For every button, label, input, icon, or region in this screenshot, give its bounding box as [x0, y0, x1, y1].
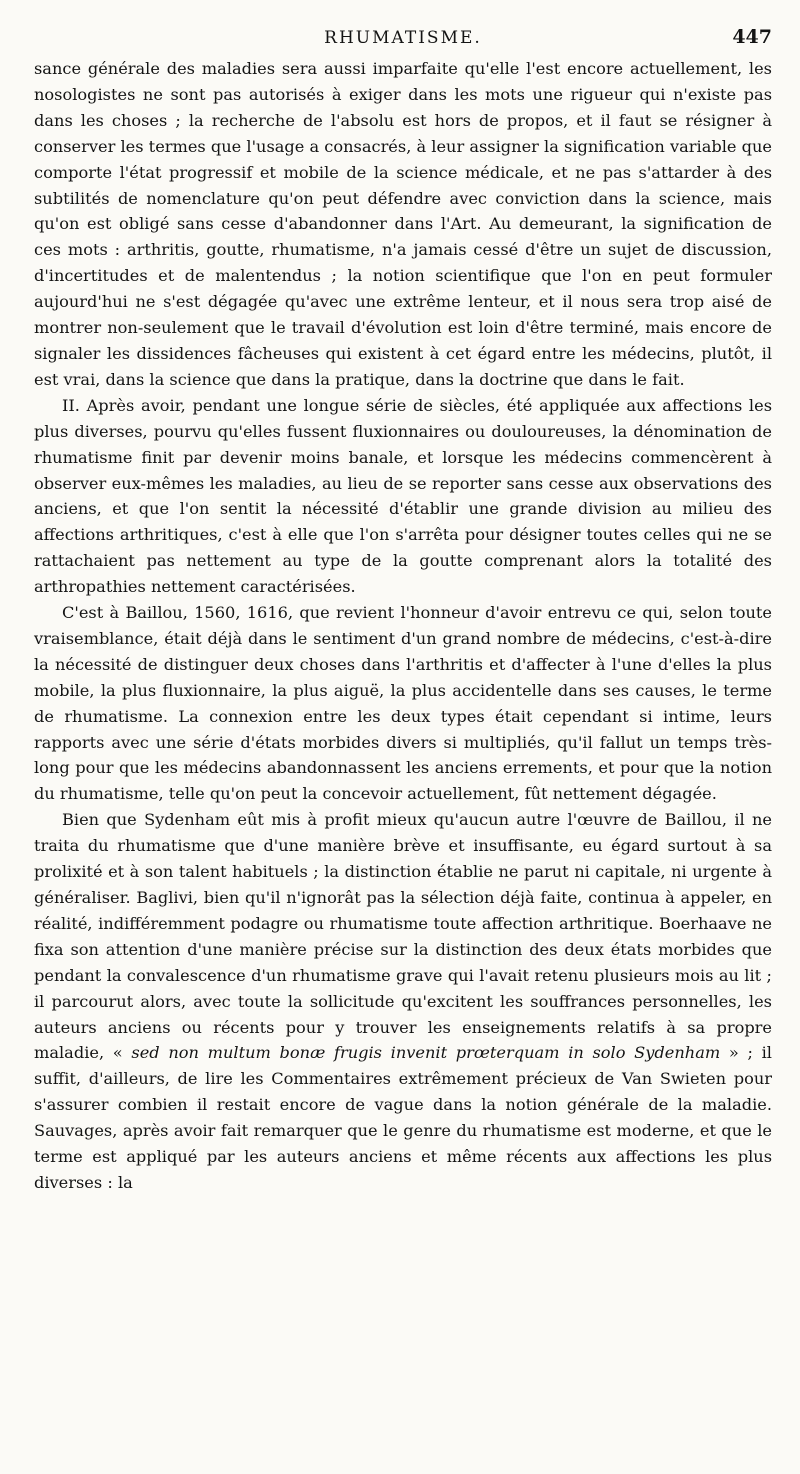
book-page	[34, 26, 772, 1196]
page-number: 447	[732, 26, 772, 48]
paragraph-1: sance générale des maladies sera aussi imparfaite qu'elle l'est encore actuellement, les nosologistes ne sont pas autorisés à exiger dans les mots une rigueur qui n'existe pas dans les choses ; la recherche de l'absolu est hors de propos, et il faut se résigner à conserver les termes que l'usage a consacrés, à leur assigner la signification variable que comporte l'état progressif et mobile de la science médicale, et ne pas s'attarder à des subtilités de nomenclature qu'on peut défendre avec conviction dans la science, mais qu'on est obligé sans cesse d'abandonner dans l'Art. Au demeurant, la signification de ces mots : arthritis, goutte, rhumatisme, n'a jamais cessé d'être un sujet de discussion, d'incertitudes et de malentendus ; la notion scientifique que l'on en peut formuler aujourd'hui ne s'est dégagée qu'avec une extrême lenteur, et il nous sera trop aisé de montrer non-seulement que le travail d'évolution est loin d'être terminé, mais encore de signaler les dissidences fâcheuses qui existent à cet égard entre les médecins, plutôt, il est vrai, dans la science que dans la pratique, dans la doctrine que dans le fait.	[34, 59, 772, 389]
paragraph-4	[34, 807, 772, 1196]
paragraph-3: C'est à Baillou, 1560, 1616, que revient l'honneur d'avoir entrevu ce qui, selon toute vraisemblance, était déjà dans le sentiment d'un grand nombre de médecins, c'est-à-dire la nécessité de distinguer deux choses dans l'arthritis et d'affecter à l'une d'elles la plus mobile, la plus fluxionnaire, la plus aiguë, la plus accidentelle dans ses causes, le terme de rhumatisme. La connexion entre les deux types était cependant si intime, leurs rapports avec une série d'états morbides divers si multipliés, qu'il fallut un temps très-long pour que les médecins abandonnassent les anciens errements, et pour que la notion du rhumatisme, telle qu'on peut la concevoir actuellement, fût nettement dégagée.	[34, 603, 772, 804]
paragraph-2: II. Après avoir, pendant une longue série de siècles, été appliquée aux affections les plus diverses, pourvu qu'elles fussent fluxionnaires ou douloureuses, la dénomination de rhumatisme finit par devenir moins banale, et lorsque les médecins commencèrent à observer eux-mêmes les maladies, au lieu de se reporter sans cesse aux observations des anciens, et que l'on sentit la nécessité d'établir une grande division au milieu des affections arthritiques, c'est à elle que l'on s'arrêta pour désigner toutes celles qui ne se rattachaient pas nettement au type de la goutte comprenant alors la totalité des arthropathies nettement caractérisées.	[34, 395, 772, 597]
paragraph-4-text-after: » ; il suffit, d'ailleurs, de lire les Commentaires extrêmement précieux de Van Swieten pour s'assurer combien il restait encore de vague dans la notion générale de la maladie. Sauvages, après avoir fait remarquer que le genre du rhumatisme est moderne, et que le terme est appliqué par les auteurs anciens et même récents aux affections les plus diverses : la	[34, 1043, 772, 1192]
running-title: RHUMATISME.	[324, 28, 482, 48]
running-head	[34, 26, 772, 56]
paragraph-4-text-before: Bien que Sydenham eût mis à profit mieux qu'aucun autre l'œuvre de Baillou, il ne traita du rhumatisme que d'une manière brève et insuffisante, eu égard surtout à sa prolixité et à son talent habituels ; la distinction établie ne parut ni capitale, ni urgente à généraliser. Baglivi, bien qu'il n'ignorât pas la sélection déjà faite, continua à appeler, en réalité, indifféremment podagre ou rhumatisme toute affection arthritique. Boerhaave ne fixa son attention d'une manière précise sur la distinction des deux états morbides que pendant la convalescence d'un rhumatisme grave qui l'avait retenu plusieurs mois au lit ; il parcourut alors, avec toute la sollicitude qu'excitent les souffrances personnelles, les auteurs anciens ou récents pour y trouver les enseignements relatifs à sa propre maladie, «	[34, 810, 772, 1063]
latin-quotation: sed non multum bonæ frugis invenit prœterquam in solo Sydenham	[131, 1043, 721, 1063]
